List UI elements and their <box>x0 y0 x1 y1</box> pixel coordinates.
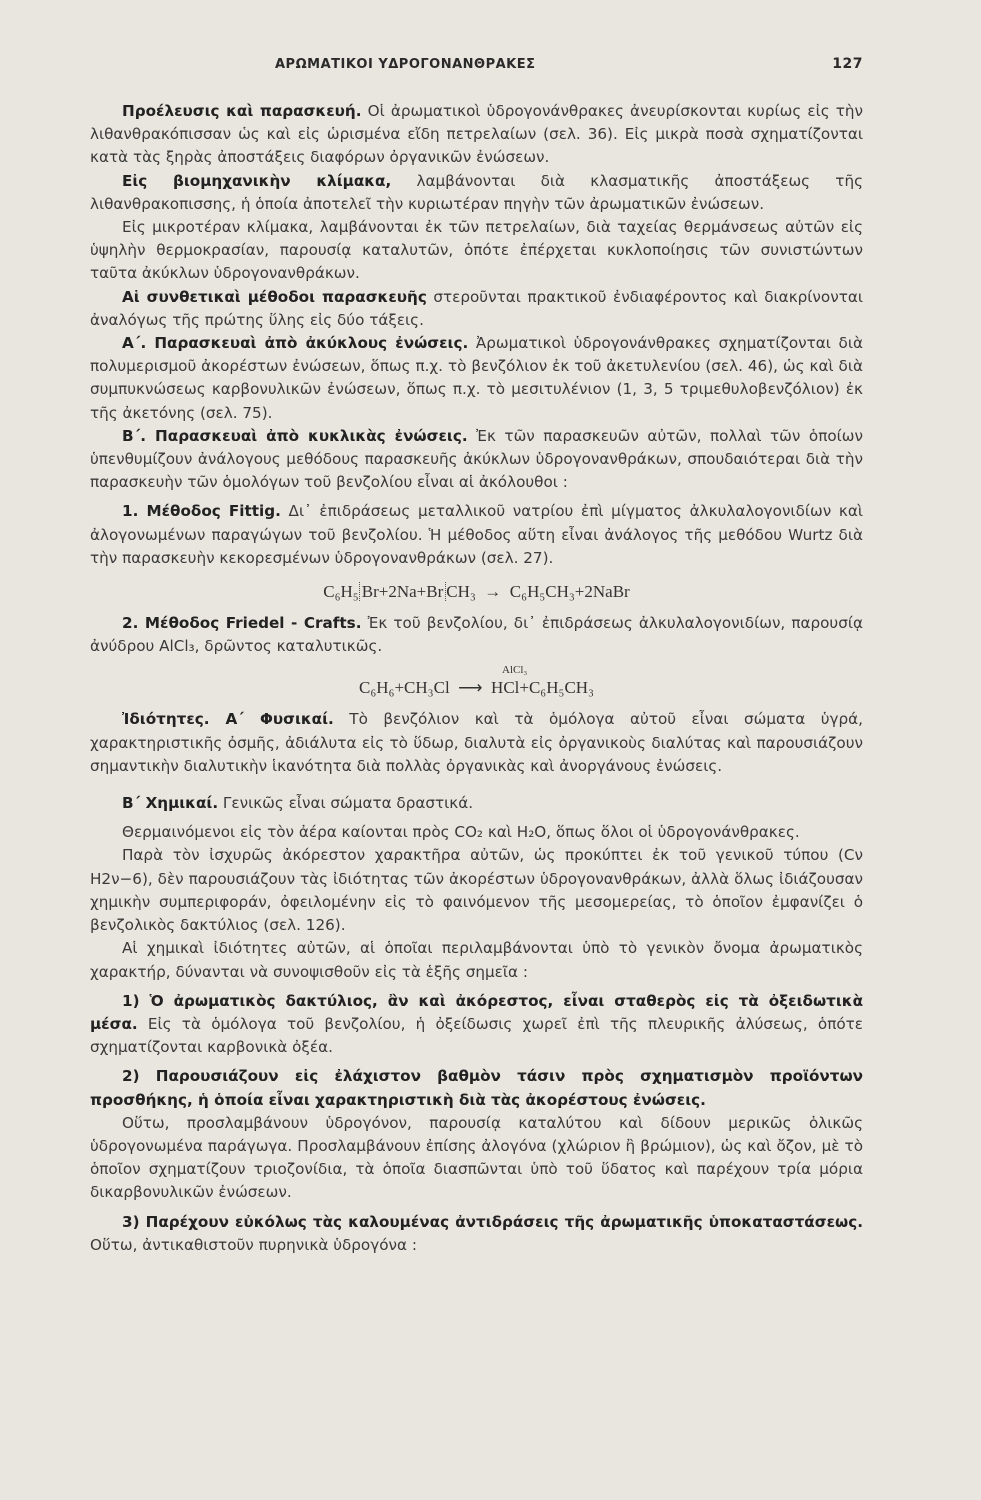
paragraph-acyclic: Α΄. Παρασκευαὶ ἀπὸ ἀκύκλους ἐνώσεις. Ἀρωματικοὶ ὑδρογονάνθρακες σχηματίζονται διὰ πολυμερισμοῦ ἀκορέστων ἐνώσεων, ὅπως π.χ. τὸ βενζόλιον ἐκ τοῦ ἀκετυλενίου (σελ. 46), ὡς καὶ διὰ συμπυκνώσεως καρβονυλικῶν ἐνώσεων, ὅπως π.χ. τὸ μεσιτυλένιον (1, 3, 5 τριμεθυλοβενζόλιον) ἐκ τῆς ἀκετόνης (σελ. 75). <box>90 334 863 422</box>
paragraph-friedel-crafts: 2. Μέθοδος Friedel - Crafts. Ἐκ τοῦ βενζολίου, δι᾽ ἐπιδράσεως ἀλκυλαλογονιδίων, παρουσίᾳ ἀνύδρου AlCl₃, δρῶντος καταλυτικῶς. <box>90 614 864 656</box>
paragraph-origin: Προέλευσις καὶ παρασκευή. Οἱ ἀρωματικοὶ ὑδρογονάνθρακες ἀνευρίσκονται κυρίως εἰς τὴν λιθανθρακόπισσαν ὡς καὶ εἰς ὡρισμένα εἴδη πετρελαίων (σελ. 36). Εἰς μικρὰ ποσὰ σχηματίζονται κατὰ τὰς ξηρὰς ἀποστάξεις διαφόρων ὀργανικῶν ἐνώσεων. <box>90 102 863 167</box>
chapter-title: ΑΡΩΜΑΤΙΚΟΙ ΥΔΡΟΓΟΝΑΝΘΡΑΚΕΣ <box>275 57 536 72</box>
paragraph-aromatic-character: Αἱ χημικαὶ ἰδιότητες αὐτῶν, αἱ ὁποῖαι περιλαμβάνονται ὑπὸ τὸ γενικὸν ὄνομα ἀρωματικὸς χαρακτήρ, δύνανται νὰ συνοψισθοῦν εἰς τὰ ἑξῆς σημεῖα : <box>90 939 863 981</box>
paragraph-mesomerism: Παρὰ τὸν ἰσχυρῶς ἀκόρεστον χαρακτῆρα αὐτῶν, ὡς προκύπτει ἐκ τοῦ γενικοῦ τύπου (Cν H2ν−6), δὲν παρουσιάζουν τὰς ἰδιότητας τῶν ἀκορέστων ὑδρογονανθράκων, ἀλλὰ ὅλως ἰδιάζουσαν χημικὴν συμπεριφοράν, ὀφειλομένην εἰς τὸ φαινόμενον τῆς μεσομερείας, τὸ ὁποῖον ἐμφανίζει ὁ βενζολικὸς δακτύλιος (σελ. 126). <box>90 846 863 935</box>
heading-origin: Προέλευσις καὶ παρασκευή. <box>122 102 362 120</box>
paragraph-physical-properties: Ἰδιότητες. Α΄ Φυσικαί. Τὸ βενζόλιον καὶ τὰ ὁμόλογα αὐτοῦ εἶναι σώματα ὑγρά, χαρακτηριστικῆς ὀσμῆς, ἀδιάλυτα εἰς τὸ ὕδωρ, διαλυτὰ εἰς ὀργανικοὺς διαλύτας καὶ παρουσιάζουν σημαντικὴν διαλυτικὴν ἱκανότητα διὰ πολλὰς ὀργανικὰς καὶ ἀνοργάνους ἐνώσεις. <box>90 710 863 775</box>
paragraph-industrial: Εἰς βιομηχανικὴν κλίμακα, λαμβάνονται διὰ κλασματικῆς ἀποστάξεως τῆς λιθανθρακοπισσης, ἡ ὁποία ἀποτελεῖ τὴν κυριωτέραν πηγὴν τῶν ἀρωματικῶν ἐνώσεων. <box>90 171 863 213</box>
paragraph-combustion: Θερμαινόμενοι εἰς τὸν ἀέρα καίονται πρὸς CO₂ καὶ H₂O, ὅπως ὅλοι οἱ ὑδρογονάνθρακες. <box>122 823 800 842</box>
paragraph-cyclic: Β΄. Παρασκευαὶ ἀπὸ κυκλικὰς ἐνώσεις. Ἐκ τῶν παρασκευῶν αὐτῶν, πολλαὶ τῶν ὁποίων ὑπενθυμίζουν ἀνάλογους μεθόδους παρασκευῆς ἀκύκλων ὑδρογονανθράκων, σπουδαιότεραι διὰ τὴν παρασκευὴν τῶν ὁμολόγων τοῦ βενζολίου εἶναι αἱ ἀκόλουθοι : <box>90 426 863 492</box>
paragraph-synthetic: Αἱ συνθετικαὶ μέθοδοι παρασκευῆς στεροῦνται πρακτικοῦ ἐνδιαφέροντος καὶ διακρίνονται ἀναλόγως τῆς πρώτης ὕλης εἰς δύο τάξεις. <box>90 287 863 329</box>
paragraph-fittig: 1. Μέθοδος Fittig. Δι᾽ ἐπιδράσεως μεταλλικοῦ νατρίου ἐπὶ μίγματος ἀλκυλαλογονιδίων καὶ ἀλογονωμένων παραγώγων τοῦ βενζολίου. Ἡ μέθοδος αὕτη εἶναι ἀνάλογος τῆς μεθόδου Wurtz διὰ τὴν παρασκευὴν κεκορεσμένων ὑδρογονανθράκων (σελ. 27). <box>90 502 863 567</box>
page-number: 127 <box>832 56 863 72</box>
paragraph-point-1: 1) Ὁ ἀρωματικὸς δακτύλιος, ἂν καὶ ἀκόρεστος, εἶναι σταθερὸς εἰς τὰ ὀξειδωτικὰ μέσα. Εἰς τὰ ὁμόλογα τοῦ βενζολίου, ἡ ὀξείδωσις χωρεῖ ἐπὶ τῆς πλευρικῆς ἀλύσεως, ὁπότε σχηματίζονται καρβονικὰ ὀξέα. <box>90 991 863 1057</box>
paragraph-point-3: 3) Παρέχουν εὐκόλως τὰς καλουμένας ἀντιδράσεις τῆς ἀρωματικῆς ὑποκαταστάσεως. Οὕτω, ἀντικαθιστοῦν πυρηνικὰ ὑδρογόνα : <box>90 1212 863 1254</box>
paragraph-small-scale: Εἰς μικροτέραν κλίμακα, λαμβάνονται ἐκ τῶν πετρελαίων, διὰ ταχείας θερμάνσεως αὐτῶν εἰς ὑψηλὴν θερμοκρασίαν, παρουσίᾳ καταλυτῶν, ὁπότε ἐπέρχεται κυκλοποίησις τῶν συνιστώντων ταῦτα ἀκύκλων ὑδρογονανθράκων. <box>90 218 863 283</box>
running-header <box>275 56 863 72</box>
paragraph-point-2: 2) Παρουσιάζουν εἰς ἐλάχιστον βαθμὸν τάσιν πρὸς σχηματισμὸν προϊόντων προσθήκης, ἡ ὁποία εἶναι χαρακτηριστικὴ διὰ τὰς ἀκορέστους ἐνώσεις. <box>90 1067 863 1109</box>
catalyst-label: AlCl₃ <box>502 664 528 677</box>
equation-friedel-crafts: AlCl₃ C₆H₆+CH₃Cl ⟶ HCl+C₆H₅CH₃ <box>359 664 594 698</box>
paragraph-addition: Οὕτω, προσλαμβάνουν ὑδρογόνον, παρουσίᾳ καταλύτου καὶ δίδουν μερικῶς ὁλικῶς ὑδρογονωμένα παράγωγα. Προσλαμβάνουν ἐπίσης ἀλογόνα (χλώριον ἢ βρώμιον), ὡς καὶ ὄζον, μὲ τὸ ὁποῖον σχηματίζουν τριοζονίδια, τὰ ὁποῖα διασπῶνται ὑπὸ τοῦ ὕδατος καὶ παρέχουν τρία μόρια δικαρβονυλικῶν ἐνώσεων. <box>90 1113 863 1202</box>
equation-fittig: C₆H₅ Br+2Na+Br CH₃ → C₆H₅CH₃+2NaBr <box>323 582 630 602</box>
paragraph-chemical-properties: Β΄ Χημικαί. Γενικῶς εἶναι σώματα δραστικά. <box>122 794 474 813</box>
